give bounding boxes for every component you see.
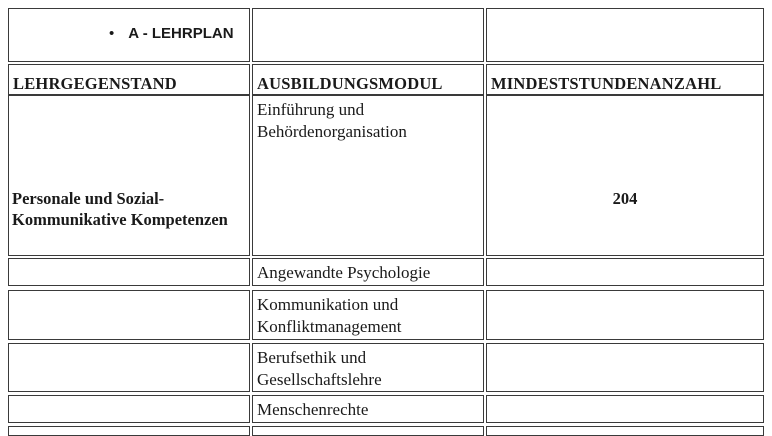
table-row-next-subject	[8, 426, 250, 436]
table-row-3-module: Kommunikation und Konfliktmanagement	[252, 290, 484, 340]
table-row-4-hours	[486, 343, 764, 392]
table-row-5-subject	[8, 395, 250, 423]
bullet-icon: •	[109, 25, 115, 42]
title-cell	[8, 8, 250, 62]
table-row-1-subject-cell	[8, 95, 250, 256]
column-header-hours: MINDESTSTUNDENANZAHL	[486, 64, 764, 95]
table-row-2-module: Angewandte Psychologie	[252, 258, 484, 286]
table-row-next-module	[252, 426, 484, 436]
table-row-3-hours	[486, 290, 764, 340]
table-row-2-subject	[8, 258, 250, 286]
table-row-1-hours-cell	[486, 95, 764, 256]
title-empty-cell-hours	[486, 8, 764, 62]
title-empty-cell-module	[252, 8, 484, 62]
table-row-5-module: Menschenrechte	[252, 395, 484, 423]
table-row-3-subject	[8, 290, 250, 340]
table-row-4-subject	[8, 343, 250, 392]
heading-line	[109, 23, 234, 45]
table-row-4-module: Berufsethik und Gesellschaftslehre	[252, 343, 484, 392]
column-header-module: AUSBILDUNGSMODUL	[252, 64, 484, 95]
table-row-2-hours	[486, 258, 764, 286]
table-row-1-module: Einführung und Behördenorganisation	[252, 95, 484, 256]
column-header-subject: LEHRGEGENSTAND	[8, 64, 250, 95]
table-row-next-hours	[486, 426, 764, 436]
subject-label: Personale und Sozial-Kommunikative Kompetenzen	[12, 189, 228, 229]
hours-value: 204	[612, 189, 638, 208]
table-row-5-hours	[486, 395, 764, 423]
heading-label: A - LEHRPLAN	[128, 25, 234, 42]
